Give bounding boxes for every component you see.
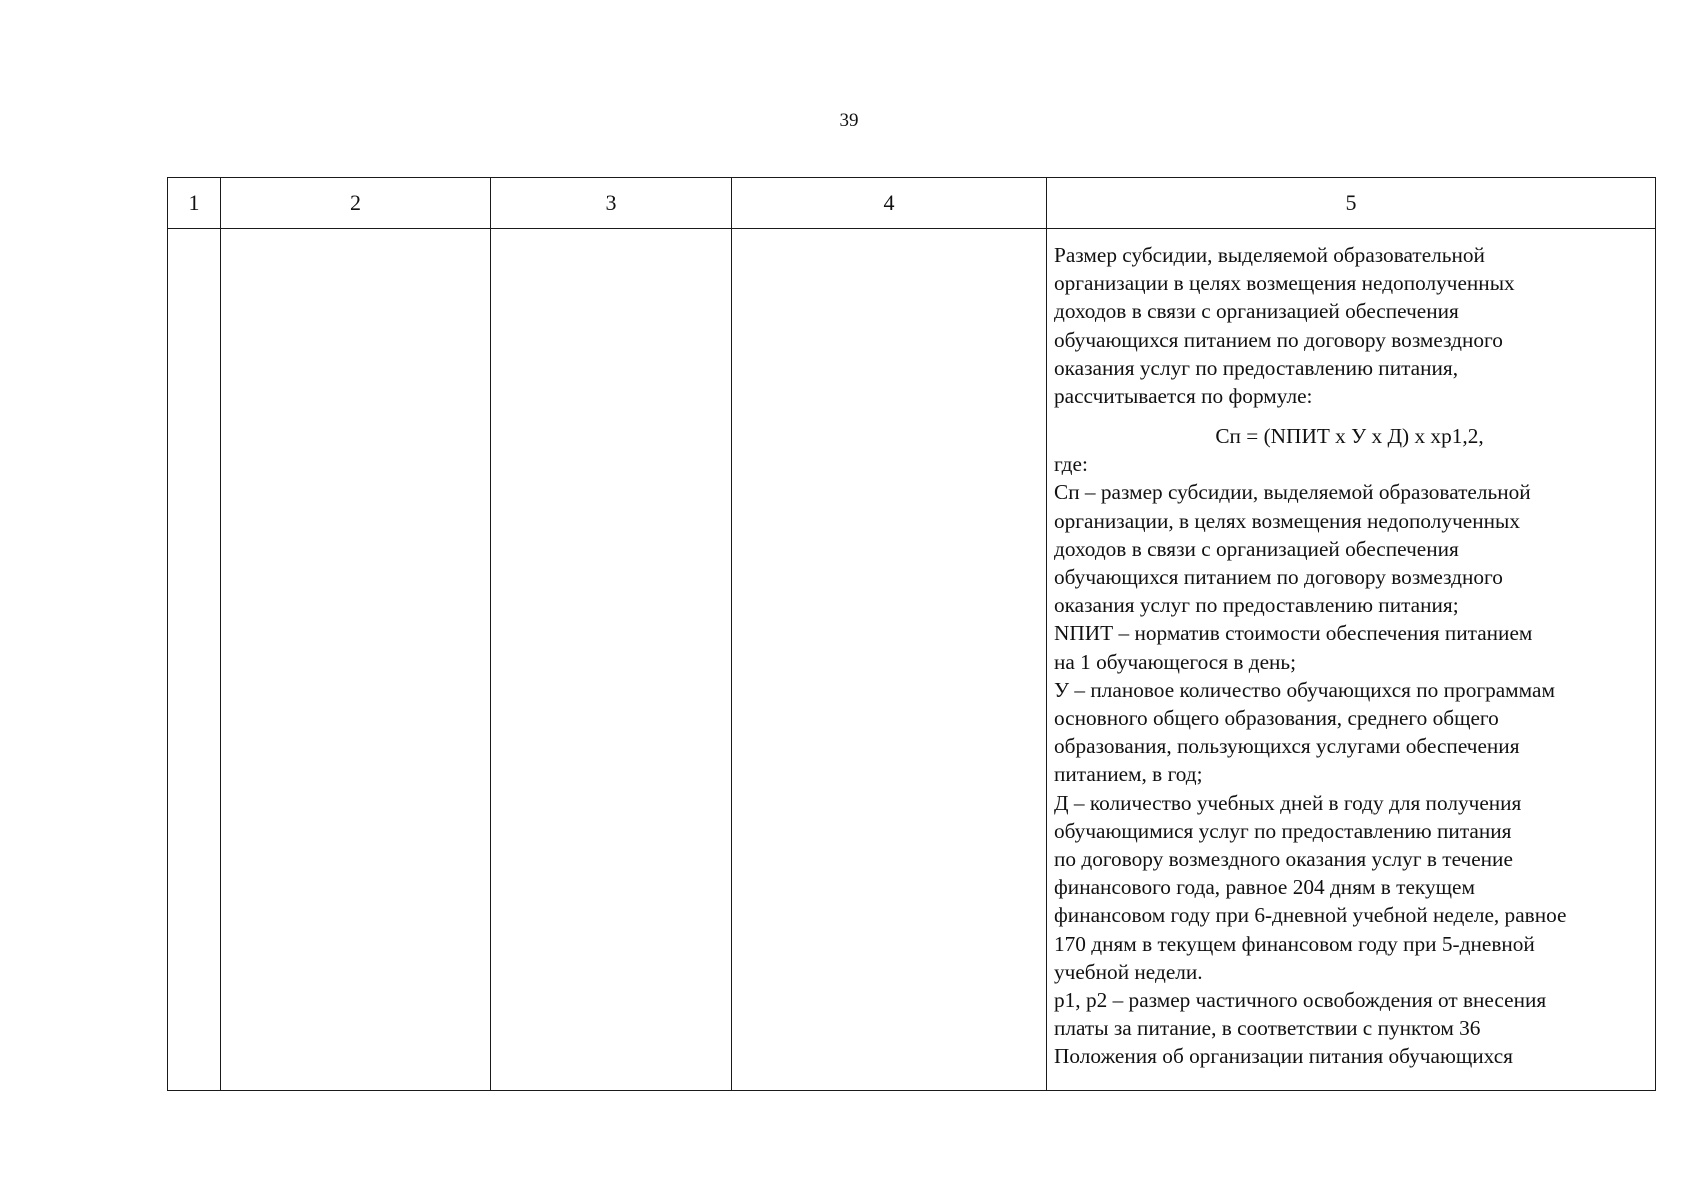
document-table <box>167 177 1656 1091</box>
page-number: 39 <box>839 110 859 131</box>
cell-col-4 <box>732 229 1047 1091</box>
cell-col-1 <box>168 229 221 1091</box>
column-header-5: 5 <box>1047 178 1656 229</box>
text-line: NПИТ – норматив стоимости обеспечения питанием <box>1054 621 1533 646</box>
text-line: У – плановое количество обучающихся по программам <box>1054 677 1555 702</box>
text-line: питанием, в год; <box>1054 762 1203 787</box>
table-header-row <box>168 178 1656 229</box>
cell-col-2 <box>221 229 491 1091</box>
text-line: Сп – размер субсидии, выделяемой образовательной <box>1054 480 1531 505</box>
table-row <box>168 229 1656 1091</box>
text-line: организации в целях возмещения недополученных <box>1054 271 1515 296</box>
text-line: оказания услуг по предоставлению питания, <box>1054 355 1459 380</box>
text-line: обучающихся питанием по договору возмездного <box>1054 327 1503 352</box>
text-line: платы за питание, в соответствии с пунктом 36 <box>1054 1016 1481 1041</box>
text-line: основного общего образования, среднего общего <box>1054 706 1499 731</box>
subsidy-formula: Сп = (NПИТ х У х Д) х хр1,2, <box>1215 424 1484 449</box>
text-line: р1, р2 – размер частичного освобождения от внесения <box>1054 988 1547 1013</box>
text-line: доходов в связи с организацией обеспечения <box>1054 536 1459 561</box>
subsidy-description <box>1047 229 1655 1071</box>
text-line: финансовом году при 6-дневной учебной неделе, равное <box>1054 903 1567 928</box>
column-header-1: 1 <box>168 178 221 229</box>
text-line: оказания услуг по предоставлению питания; <box>1054 593 1459 618</box>
text-line: обучающихся питанием по договору возмездного <box>1054 565 1503 590</box>
text-line: обучающимися услуг по предоставлению питания <box>1054 818 1512 843</box>
column-header-3: 3 <box>491 178 732 229</box>
text-line: 170 дням в текущем финансовом году при 5-дневной <box>1054 931 1535 956</box>
text-line: образования, пользующихся услугами обеспечения <box>1054 734 1520 759</box>
text-line: доходов в связи с организацией обеспечения <box>1054 299 1459 324</box>
text-line: по договору возмездного оказания услуг в течение <box>1054 847 1513 872</box>
text-line: финансового года, равное 204 дням в текущем <box>1054 875 1475 900</box>
text-line: учебной недели. <box>1054 959 1203 984</box>
text-line: Размер субсидии, выделяемой образовательной <box>1054 243 1485 267</box>
text-line: Положения об организации питания обучающихся <box>1054 1044 1513 1069</box>
cell-col-5 <box>1047 229 1656 1091</box>
text-line: где: <box>1054 452 1088 477</box>
cell-col-3 <box>491 229 732 1091</box>
column-header-4: 4 <box>732 178 1047 229</box>
text-line: Д – количество учебных дней в году для получения <box>1054 790 1522 815</box>
text-line: на 1 обучающегося в день; <box>1054 649 1297 674</box>
text-line: рассчитывается по формуле: <box>1054 384 1313 409</box>
column-header-2: 2 <box>221 178 491 229</box>
text-line: организации, в целях возмещения недополученных <box>1054 508 1520 533</box>
